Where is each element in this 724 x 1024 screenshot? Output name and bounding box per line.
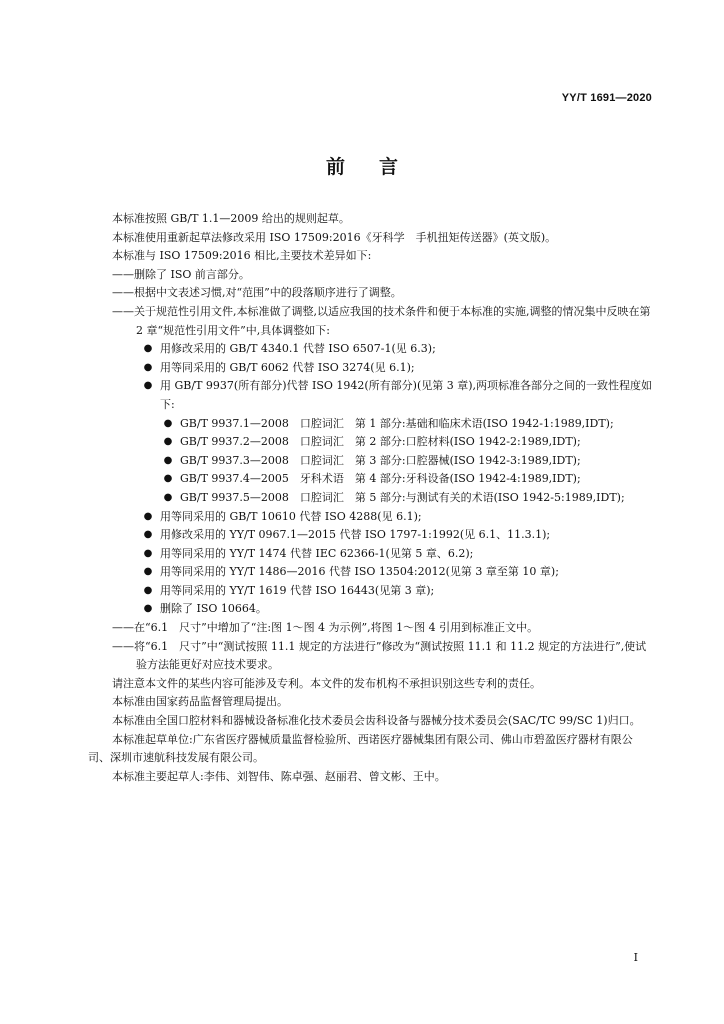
page-number: I: [633, 951, 638, 964]
paragraph: 本标准由全国口腔材料和器械设备标准化技术委员会齿科设备与器械分技术委员会(SAC/TC 99/SC 1)归口。: [112, 714, 641, 728]
list-item-text: 用修改采用的 GB/T 4340.1 代替 ISO 6507-1(见 6.3);: [160, 342, 436, 356]
list-item: [143, 340, 654, 359]
paragraph: 本标准主要起草人:李伟、刘智伟、陈卓强、赵丽君、曾文彬、王中。: [112, 769, 446, 783]
bullet-icon: ●: [143, 584, 153, 596]
paragraph: 请注意本文件的某些内容可能涉及专利。本文件的发布机构不承担识别这些专利的责任。: [112, 676, 541, 690]
list-item: [143, 508, 654, 527]
list-item: [143, 545, 654, 564]
paragraph: 本标准与 ISO 17509:2016 相比,主要技术差异如下:: [112, 249, 372, 263]
list-item-text: 用等同采用的 YY/T 1619 代替 ISO 16443(见第 3 章);: [160, 583, 435, 597]
dash-item: ——将“6.1 尺寸”中“测试按照 11.1 规定的方法进行”修改为“测试按照 11.1 和 11.2 规定的方法进行”,使试验方法能更好对应技术要求。: [112, 639, 647, 672]
paragraph: 本标准使用重新起草法修改采用 ISO 17509:2016《牙科学 手机扭矩传送器》(英文版)。: [112, 230, 557, 244]
sub-list-item: [163, 489, 654, 508]
bullet-icon: ●: [163, 473, 173, 485]
dash-item: ——在“6.1 尺寸”中增加了“注:图 1～图 4 为示例”,将图 1～图 4 引用到标准正文中。: [112, 621, 539, 635]
list-item: [143, 563, 654, 582]
foreword-body: [88, 210, 654, 786]
adjustment-list: [88, 340, 654, 619]
sub-list-item-text: GB/T 9937.3—2008 口腔词汇 第 3 部分:口腔器械(ISO 1942-3:1989,IDT);: [180, 453, 581, 467]
bullet-icon: ●: [143, 380, 153, 392]
sub-list-item-text: GB/T 9937.5—2008 口腔词汇 第 5 部分:与测试有关的术语(ISO 1942-5:1989,IDT);: [180, 490, 625, 504]
list-item: [143, 526, 654, 545]
sub-list-item: [163, 470, 654, 489]
bullet-icon: ●: [143, 566, 153, 578]
paragraph: 本标准由国家药品监督管理局提出。: [112, 695, 288, 709]
dash-item: ——根据中文表述习惯,对“范围”中的段落顺序进行了调整。: [112, 286, 402, 300]
list-item-text: 用等同采用的 GB/T 10610 代替 ISO 4288(见 6.1);: [160, 509, 422, 523]
list-item: [143, 377, 654, 507]
consistency-sublist: [160, 415, 654, 508]
bullet-icon: ●: [143, 529, 153, 541]
bullet-icon: ●: [163, 454, 173, 466]
sub-list-item-text: GB/T 9937.4—2005 牙科术语 第 4 部分:牙科设备(ISO 1942-4:1989,IDT);: [180, 472, 581, 486]
document-code: YY/T 1691—2020: [561, 92, 652, 104]
list-item-text: 用等同采用的 YY/T 1474 代替 IEC 62366-1(见第 5 章、6.2);: [160, 546, 474, 560]
list-item: [143, 359, 654, 378]
list-item-text: 删除了 ISO 10664。: [160, 602, 267, 616]
sub-list-item-text: GB/T 9937.2—2008 口腔词汇 第 2 部分:口腔材料(ISO 1942-2:1989,IDT);: [180, 435, 581, 449]
list-item: [143, 600, 654, 619]
sub-list-item-text: GB/T 9937.1—2008 口腔词汇 第 1 部分:基础和临床术语(ISO 1942-1:1989,IDT);: [180, 416, 614, 430]
page-title: 前言: [325, 156, 432, 178]
bullet-icon: ●: [143, 603, 153, 615]
list-item-text: 用 GB/T 9937(所有部分)代替 ISO 1942(所有部分)(见第 3 章),两项标准各部分之间的一致性程度如下:: [160, 379, 653, 411]
paragraph: 本标准按照 GB/T 1.1—2009 给出的规则起草。: [112, 212, 350, 225]
bullet-icon: ●: [143, 343, 153, 355]
dash-item: ——删除了 ISO 前言部分。: [112, 267, 250, 281]
bullet-icon: ●: [163, 491, 173, 503]
list-item-text: 用修改采用的 YY/T 0967.1—2015 代替 ISO 1797-1:1992(见 6.1、11.3.1);: [160, 528, 551, 542]
bullet-icon: ●: [163, 417, 173, 429]
sub-list-item: [163, 452, 654, 471]
bullet-icon: ●: [143, 510, 153, 522]
list-item: [143, 582, 654, 601]
bullet-icon: ●: [143, 361, 153, 373]
list-item-text: 用等同采用的 GB/T 6062 代替 ISO 3274(见 6.1);: [160, 360, 415, 374]
sub-list-item: [163, 415, 654, 434]
bullet-icon: ●: [143, 547, 153, 559]
paragraph: 本标准起草单位:广东省医疗器械质量监督检验所、西诺医疗器械集团有限公司、佛山市碧盈医疗器材有限公司、深圳市速航科技发展有限公司。: [88, 732, 633, 765]
list-item-text: 用等同采用的 YY/T 1486—2016 代替 ISO 13504:2012(见第 3 章至第 10 章);: [160, 565, 559, 579]
sub-list-item: [163, 433, 654, 452]
dash-item: ——关于规范性引用文件,本标准做了调整,以适应我国的技术条件和便于本标准的实施,调整的情况集中反映在第 2 章“规范性引用文件”中,具体调整如下:: [112, 304, 651, 337]
bullet-icon: ●: [163, 436, 173, 448]
